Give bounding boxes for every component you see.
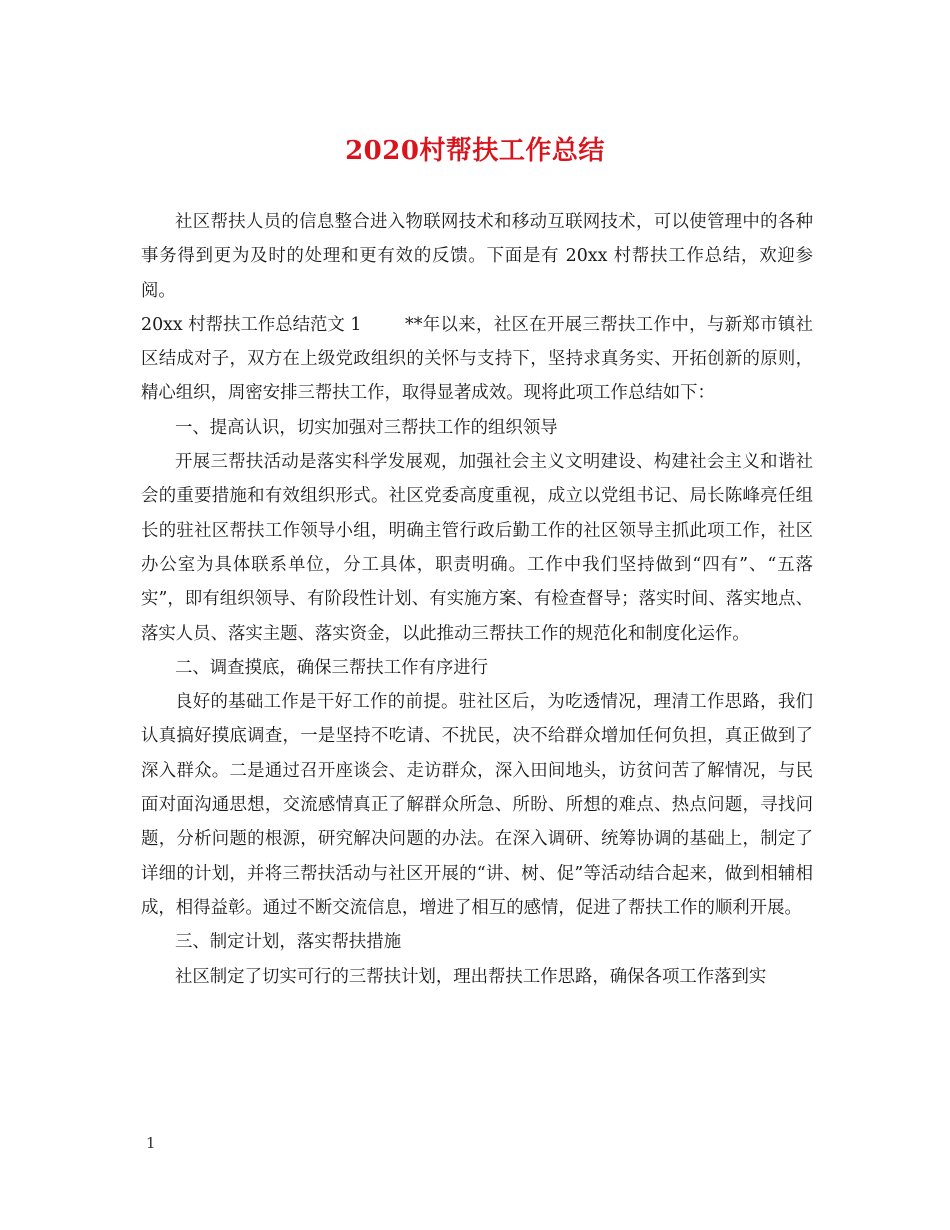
section-heading-1: 一、提高认识，切实加强对三帮扶工作的组织领导 — [175, 417, 558, 438]
section-paragraph-1: 开展三帮扶活动是落实科学发展观，加强社会主义文明建设、构建社会主义和谐社会的重要措施和有效组织形式。社区党委高度重视，成立以党组书记、局长陈峰亮任组长的驻社区帮扶工作领导小组，明确主管行政后勤工作的社区领导主抓此项工作，社区办公室为具体联系单位，分工具体，职责明确。工作中我们坚持做到“四有”、“五落实”，即有组织领导、有阶段性计划、有实施方案、有检查督导；落实时间、落实地点、落实人员、落实主题、落实资金，以此推动三帮扶工作的规范化和制度化运作。 — [141, 452, 813, 644]
section-paragraph-3: 社区制定了切实可行的三帮扶计划，理出帮扶工作思路，确保各项工作落到实 — [175, 966, 767, 987]
sample-label: 20xx 村帮扶工作总结范文 1 — [141, 314, 362, 335]
sample-paragraph — [141, 308, 813, 411]
sample-text: **年以来，社区在开展三帮扶工作中，与新郑市镇社区结成对子，双方在上级党政组织的关怀与支持下，坚持求真务实、开拓创新的原则，精心组织，周密安排三帮扶工作，取得显著成效。现将此项工作总结如下： — [141, 314, 813, 404]
document-title: 2020村帮扶工作总结 — [345, 136, 605, 166]
section-heading-3: 三、制定计划，落实帮扶措施 — [175, 932, 402, 953]
document-body — [141, 205, 813, 994]
intro-paragraph: 社区帮扶人员的信息整合进入物联网技术和移动互联网技术，可以使管理中的各种事务得到更为及时的处理和更有效的反馈。下面是有 20xx 村帮扶工作总结，欢迎参阅。 — [141, 212, 813, 301]
section-paragraph-2: 良好的基础工作是干好工作的前提。驻社区后，为吃透情况，理清工作思路，我们认真搞好摸底调查，一是坚持不吃请、不扰民，决不给群众增加任何负担，真正做到了深入群众。二是通过召开座谈会、走访群众，深入田间地头，访贫问苦了解情况，与民面对面沟通思想，交流感情真正了解群众所急、所盼、所想的难点、热点问题，寻找问题，分析问题的根源，研究解决问题的办法。在深入调研、统筹协调的基础上，制定了详细的计划，并将三帮扶活动与社区开展的“讲、树、促”等活动结合起来，做到相辅相成，相得益彰。通过不断交流信息，增进了相互的感情，促进了帮扶工作的顺利开展。 — [141, 692, 813, 918]
section-heading-2: 二、调查摸底，确保三帮扶工作有序进行 — [175, 657, 489, 678]
page-number: 1 — [146, 1134, 156, 1152]
